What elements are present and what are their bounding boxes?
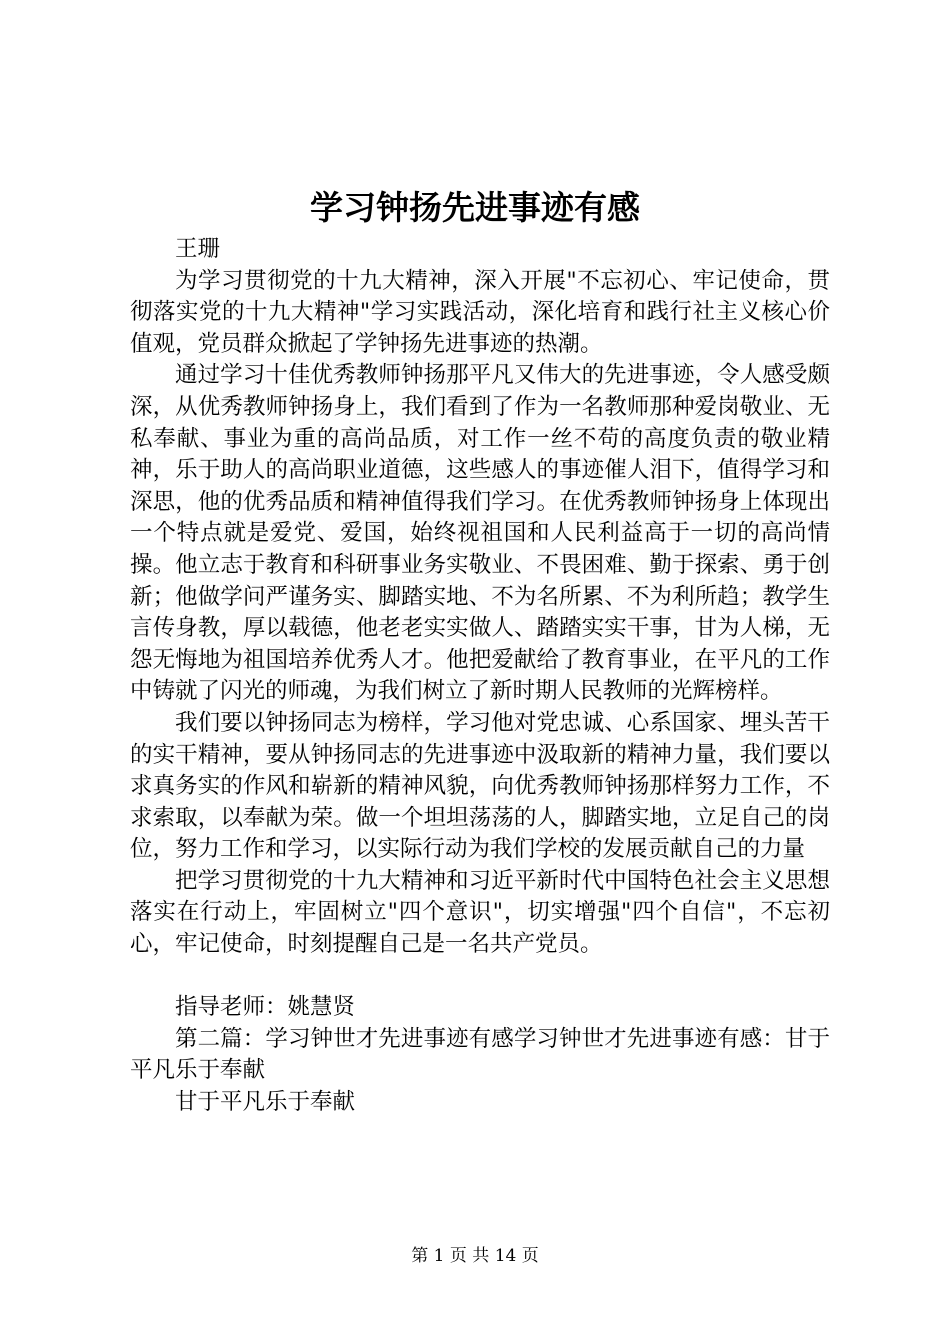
author-line: 王珊 [175,236,221,262]
page-title: 学习钟扬先进事迹有感 [310,188,640,227]
paragraph-4: 把学习贯彻党的十九大精神和习近平新时代中国特色社会主义思想落实在行动上，牢固树立"四个意识"，切实增强"四个自信"，不忘初心，牢记使命，时刻提醒自己是一名共产党员。 [130,867,830,958]
paragraph-1: 为学习贯彻党的十九大精神，深入开展"不忘初心、牢记使命，贯彻落实党的十九大精神"学习实践活动，深化培育和践行社主义核心价值观，党员群众掀起了学钟扬先进事迹的热潮。 [130,267,830,357]
page-number-footer: 第 1 页 共 14 页 [411,1246,539,1266]
document-body [130,234,830,1119]
paragraph-2: 通过学习十佳优秀教师钟扬那平凡又伟大的先进事迹，令人感受颇深，从优秀教师钟扬身上，我们看到了作为一名教师那种爱岗敬业、无私奉献、事业为重的高尚品质，对工作一丝不苟的高度负责的敬业精神，乐于助人的高尚职业道德，这些感人的事迹催人泪下，值得学习和深思，他的优秀品质和精神值得我们学习。在优秀教师钟扬身上体现出一个特点就是爱党、爱国，始终视祖国和人民利益高于一切的高尚情操。他立志于教育和科研事业务实敬业、不畏困难、勤于探索、勇于创新；他做学问严谨务实、脚踏实地、不为名所累、不为利所趋；教学生言传身教，厚以载德，他老老实实做人、踏踏实实干事，甘为人梯，无怨无悔地为祖国培养优秀人才。他把爱献给了教育事业，在平凡的工作中铸就了闪光的师魂，为我们树立了新时期人民教师的光辉榜样。 [130,362,830,705]
paragraph-3: 我们要以钟扬同志为榜样，学习他对党忠诚、心系国家、埋头苦干的实干精神，要从钟扬同志的先进事迹中汲取新的精神力量，我们要以求真务实的作风和崭新的精神风貌，向优秀教师钟扬那样努力工作，不求索取，以奉献为荣。做一个坦坦荡荡的人，脚踏实地，立足自己的岗位，努力工作和学习，以实际行动为我们学校的发展贡献自己的力量 [130,709,830,863]
advisor-line: 指导老师：姚慧贤 [175,994,356,1021]
second-article-subtitle: 甘于平凡乐于奉献 [175,1089,356,1116]
second-article-heading: 第二篇：学习钟世才先进事迹有感学习钟世才先进事迹有感：甘于平凡乐于奉献 [130,1025,830,1084]
blank-line [130,961,830,993]
